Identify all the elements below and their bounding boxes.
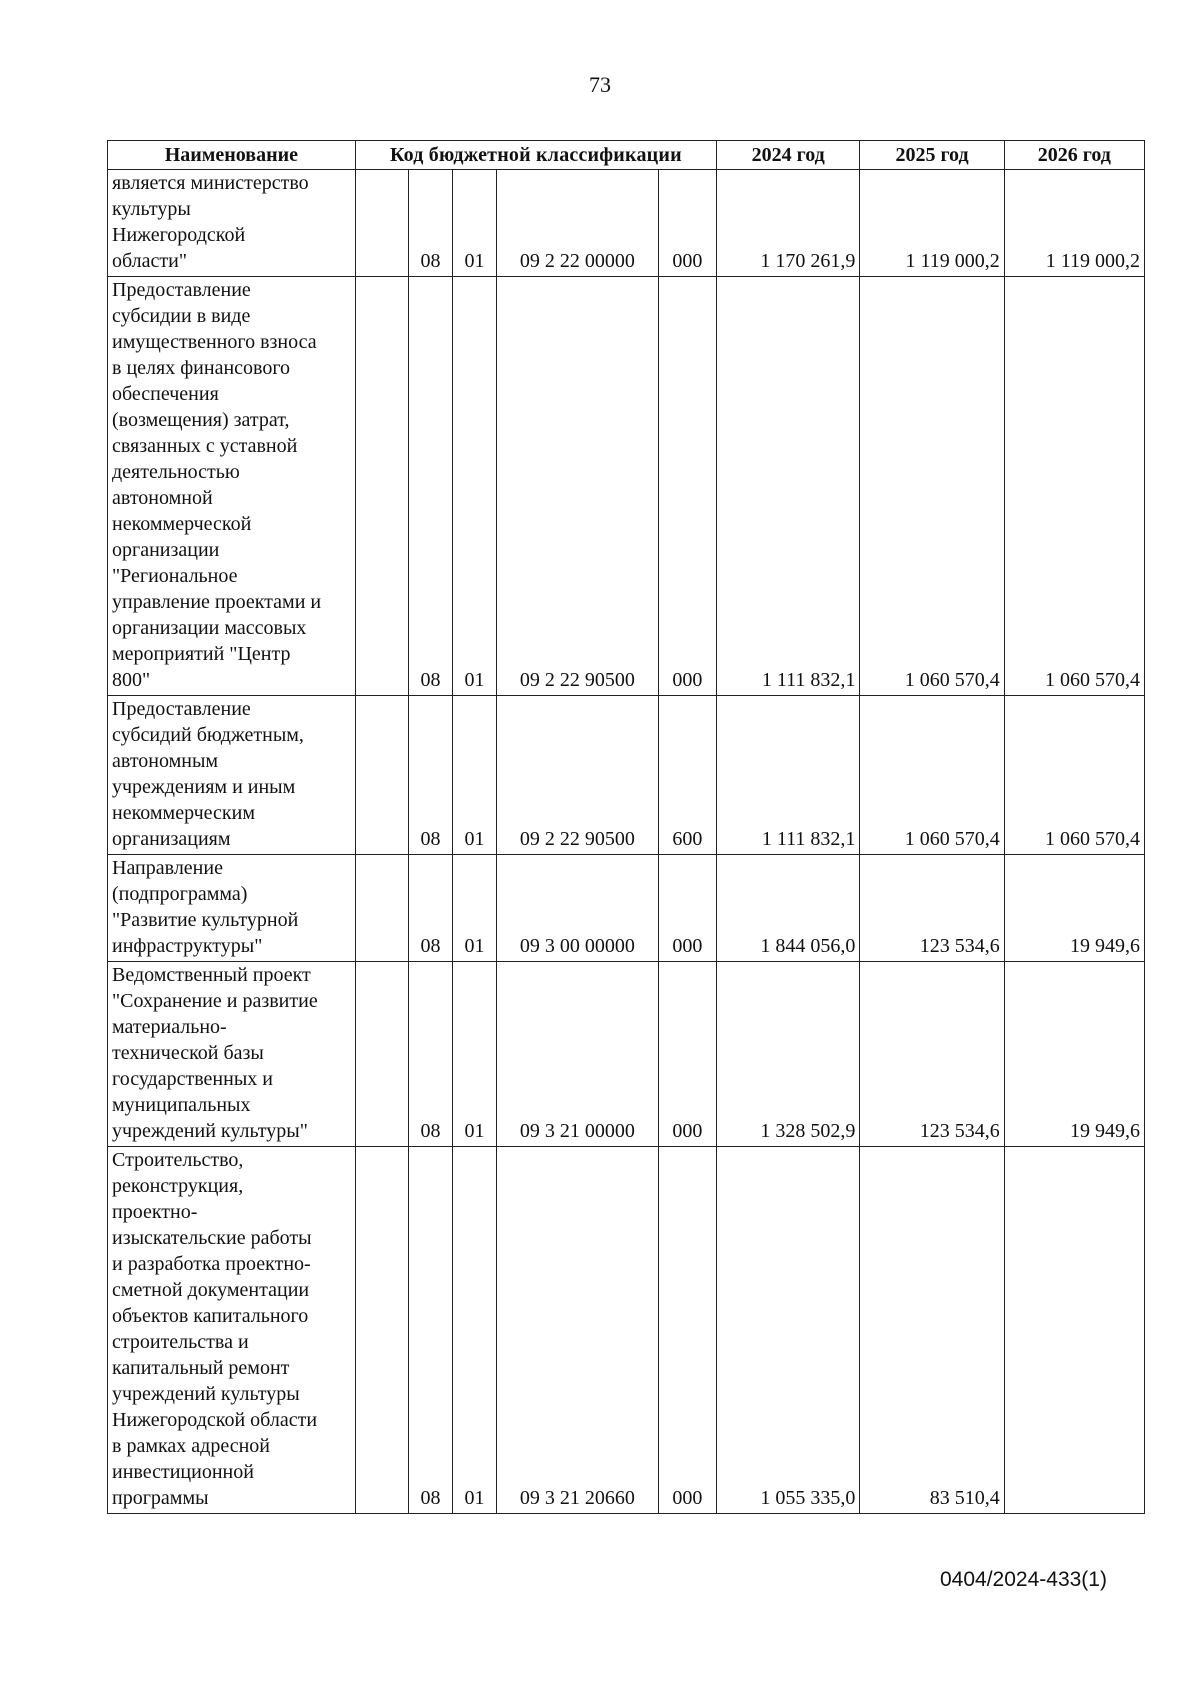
row-name-line: Направление bbox=[112, 857, 223, 879]
row-name-line: культуры bbox=[112, 198, 191, 220]
ved-code-cell bbox=[355, 1147, 408, 1514]
amount-2024-cell: 1 111 832,1 bbox=[717, 277, 860, 696]
amount-2025-cell: 123 534,6 bbox=[860, 962, 1004, 1147]
table-header-row bbox=[108, 141, 1145, 170]
header-name: Наименование bbox=[108, 141, 356, 170]
row-name-line: организации массовых bbox=[112, 617, 307, 639]
row-name-line: объектов капитального bbox=[112, 1305, 309, 1327]
table-row bbox=[108, 170, 1145, 277]
row-name-line: изыскательские работы bbox=[112, 1227, 312, 1249]
expense-type-cell: 000 bbox=[658, 1147, 716, 1514]
amount-2024-cell: 1 055 335,0 bbox=[717, 1147, 860, 1514]
budget-table bbox=[107, 140, 1145, 1514]
table-row bbox=[108, 962, 1145, 1147]
target-article-cell: 09 2 22 90500 bbox=[496, 277, 658, 696]
expense-type-cell: 000 bbox=[658, 170, 716, 277]
row-name-line: области" bbox=[112, 250, 188, 272]
target-article-cell: 09 2 22 00000 bbox=[496, 170, 658, 277]
row-name-line: управление проектами и bbox=[112, 591, 322, 613]
section-code-cell: 08 bbox=[408, 170, 452, 277]
ved-code-cell bbox=[355, 170, 408, 277]
subsection-code-cell: 01 bbox=[452, 170, 496, 277]
row-name-line: Строительство, bbox=[112, 1149, 244, 1171]
row-name-line: и разработка проектно- bbox=[112, 1253, 311, 1275]
ved-code-cell bbox=[355, 855, 408, 962]
row-name bbox=[108, 170, 356, 277]
row-name bbox=[108, 696, 356, 855]
row-name-line: Нижегородской bbox=[112, 224, 246, 246]
amount-2026-cell: 1 119 000,2 bbox=[1004, 170, 1144, 277]
row-name-line: капитальный ремонт bbox=[112, 1357, 290, 1379]
subsection-code-cell: 01 bbox=[452, 855, 496, 962]
amount-2025-cell: 83 510,4 bbox=[860, 1147, 1004, 1514]
expense-type-cell: 600 bbox=[658, 696, 716, 855]
row-name-line: автономной bbox=[112, 487, 213, 509]
row-name-line: некоммерческим bbox=[112, 802, 255, 824]
section-code-cell: 08 bbox=[408, 696, 452, 855]
row-name-line: инфраструктуры" bbox=[112, 935, 263, 957]
row-name-line: проектно- bbox=[112, 1201, 198, 1223]
row-name-line: материально- bbox=[112, 1016, 227, 1038]
table-row bbox=[108, 1147, 1145, 1514]
page-number: 73 bbox=[589, 72, 611, 97]
section-code-cell: 08 bbox=[408, 962, 452, 1147]
amount-2025-cell: 1 060 570,4 bbox=[860, 696, 1004, 855]
row-name-line: Ведомственный проект bbox=[112, 964, 311, 986]
row-name-line: деятельностью bbox=[112, 461, 240, 483]
amount-2024-cell: 1 844 056,0 bbox=[717, 855, 860, 962]
ved-code-cell bbox=[355, 277, 408, 696]
row-name-line: инвестиционной bbox=[112, 1461, 254, 1483]
section-code-cell: 08 bbox=[408, 277, 452, 696]
row-name-line: 800" bbox=[112, 669, 151, 691]
row-name-line: учреждений культуры" bbox=[112, 1120, 308, 1142]
table-body bbox=[108, 170, 1145, 1514]
row-name-line: в рамках адресной bbox=[112, 1435, 270, 1457]
ved-code-cell bbox=[355, 962, 408, 1147]
row-name-line: государственных и bbox=[112, 1068, 273, 1090]
amount-2025-cell: 123 534,6 bbox=[860, 855, 1004, 962]
row-name-line: Предоставление bbox=[112, 698, 251, 720]
row-name bbox=[108, 1147, 356, 1514]
row-name-line: организациям bbox=[112, 828, 231, 850]
header-budget-code: Код бюджетной классификации bbox=[355, 141, 716, 170]
row-name-line: муниципальных bbox=[112, 1094, 251, 1116]
row-name-line: автономным bbox=[112, 750, 219, 772]
expense-type-cell: 000 bbox=[658, 277, 716, 696]
table-row bbox=[108, 696, 1145, 855]
row-name-line: "Развитие культурной bbox=[112, 909, 299, 931]
subsection-code-cell: 01 bbox=[452, 962, 496, 1147]
header-year-2025: 2025 год bbox=[860, 141, 1004, 170]
document-code: 0404/2024-433(1) bbox=[940, 1568, 1107, 1591]
amount-2025-cell: 1 060 570,4 bbox=[860, 277, 1004, 696]
row-name-line: мероприятий "Центр bbox=[112, 643, 291, 665]
subsection-code-cell: 01 bbox=[452, 696, 496, 855]
amount-2024-cell: 1 170 261,9 bbox=[717, 170, 860, 277]
row-name-line: учреждений культуры bbox=[112, 1383, 300, 1405]
section-code-cell: 08 bbox=[408, 855, 452, 962]
row-name-line: "Сохранение и развитие bbox=[112, 990, 318, 1012]
subsection-code-cell: 01 bbox=[452, 1147, 496, 1514]
row-name-line: обеспечения bbox=[112, 383, 219, 405]
row-name-line: "Региональное bbox=[112, 565, 238, 587]
row-name-line: субсидий бюджетным, bbox=[112, 724, 304, 746]
row-name-line: связанных с уставной bbox=[112, 435, 298, 457]
row-name-line: строительства и bbox=[112, 1331, 249, 1353]
row-name-line: программы bbox=[112, 1487, 209, 1509]
row-name-line: организации bbox=[112, 539, 220, 561]
row-name-line: реконструкция, bbox=[112, 1175, 244, 1197]
row-name-line: является министерство bbox=[112, 172, 309, 194]
target-article-cell: 09 3 21 20660 bbox=[496, 1147, 658, 1514]
subsection-code-cell: 01 bbox=[452, 277, 496, 696]
table-row bbox=[108, 855, 1145, 962]
row-name-line: имущественного взноса bbox=[112, 331, 317, 353]
section-code-cell: 08 bbox=[408, 1147, 452, 1514]
row-name bbox=[108, 962, 356, 1147]
expense-type-cell: 000 bbox=[658, 962, 716, 1147]
row-name bbox=[108, 855, 356, 962]
target-article-cell: 09 3 21 00000 bbox=[496, 962, 658, 1147]
amount-2024-cell: 1 111 832,1 bbox=[717, 696, 860, 855]
row-name-line: в целях финансового bbox=[112, 357, 291, 379]
amount-2024-cell: 1 328 502,9 bbox=[717, 962, 860, 1147]
expense-type-cell: 000 bbox=[658, 855, 716, 962]
table-row bbox=[108, 277, 1145, 696]
row-name-line: (подпрограмма) bbox=[112, 883, 248, 905]
amount-2026-cell: 1 060 570,4 bbox=[1004, 277, 1144, 696]
amount-2026-cell bbox=[1004, 1147, 1144, 1514]
header-year-2024: 2024 год bbox=[717, 141, 860, 170]
header-year-2026: 2026 год bbox=[1004, 141, 1144, 170]
row-name-line: Предоставление bbox=[112, 279, 251, 301]
amount-2026-cell: 19 949,6 bbox=[1004, 962, 1144, 1147]
row-name-line: сметной документации bbox=[112, 1279, 310, 1301]
row-name-line: технической базы bbox=[112, 1042, 264, 1064]
row-name-line: субсидии в виде bbox=[112, 305, 251, 327]
row-name-line: некоммерческой bbox=[112, 513, 252, 535]
amount-2026-cell: 1 060 570,4 bbox=[1004, 696, 1144, 855]
target-article-cell: 09 3 00 00000 bbox=[496, 855, 658, 962]
amount-2026-cell: 19 949,6 bbox=[1004, 855, 1144, 962]
row-name-line: учреждениям и иным bbox=[112, 776, 296, 798]
ved-code-cell bbox=[355, 696, 408, 855]
amount-2025-cell: 1 119 000,2 bbox=[860, 170, 1004, 277]
row-name bbox=[108, 277, 356, 696]
row-name-line: Нижегородской области bbox=[112, 1409, 318, 1431]
target-article-cell: 09 2 22 90500 bbox=[496, 696, 658, 855]
row-name-line: (возмещения) затрат, bbox=[112, 409, 290, 431]
